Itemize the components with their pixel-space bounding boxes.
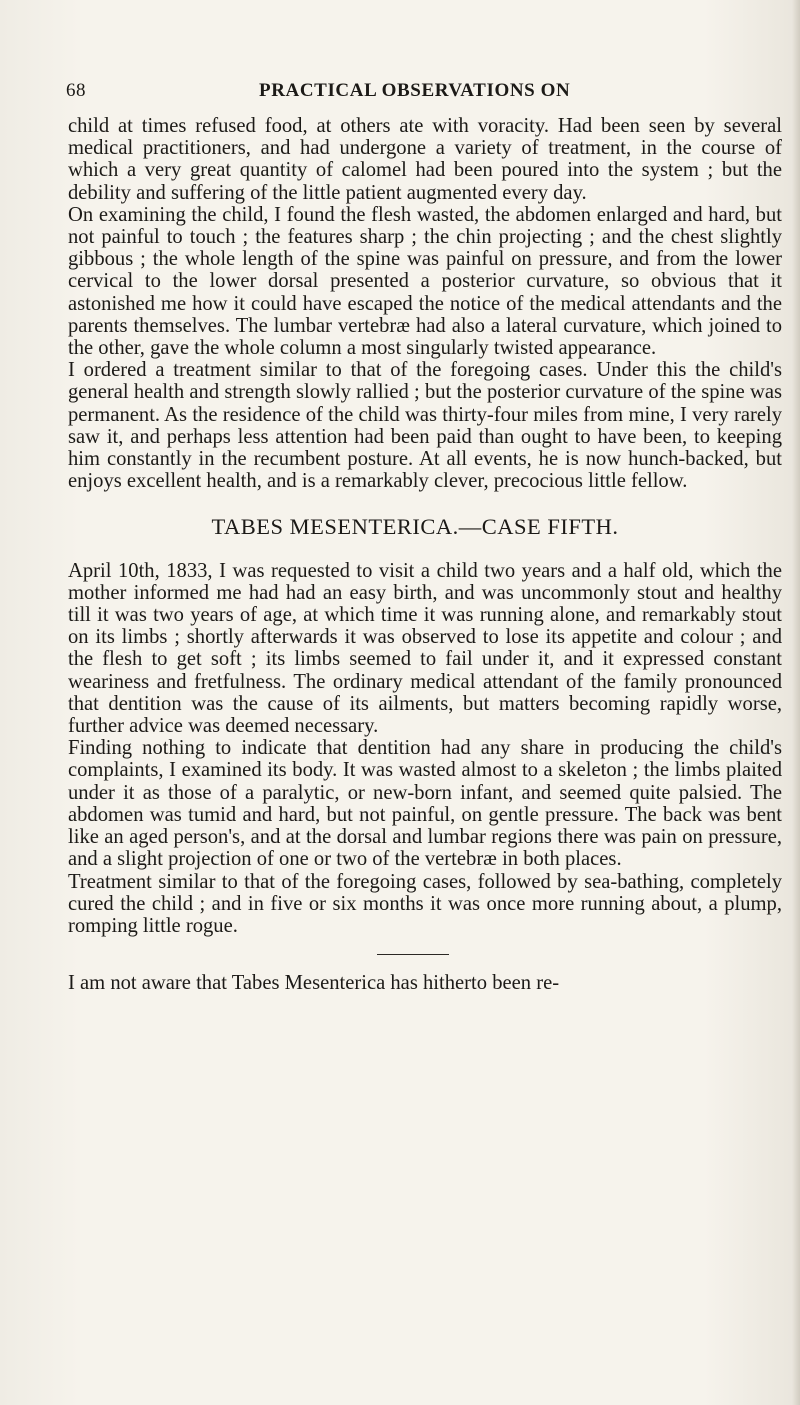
paragraph-1: child at times refused food, at others ate with voracity. Had been seen by several medical practitioners, and had undergone a variety of treatment, in the course of which a very great quantity of calomel had been poured into the system ; but the debility and suffering of the little patient augmented every day.: [68, 115, 782, 204]
paragraph-5: Finding nothing to indicate that dentition had any share in producing the child's complaints, I examined its body. It was wasted almost to a skeleton ; the limbs plaited under it as those of a paralytic, or new-born infant, and seemed quite palsied. The abdomen was tumid and hard, but not painful, on gentle pressure. The back was bent like an aged person's, and at the dorsal and lumbar regions there was pain on pressure, and a slight projection of one or two of the vertebræ in both places.: [68, 737, 782, 871]
paragraph-2: On examining the child, I found the flesh wasted, the abdomen enlarged and hard, but not painful to touch ; the features sharp ; the chin projecting ; and the chest slightly gibbous ; the whole length of the spine was painful on pressure, and from the lower cervical to the lower dorsal presented a posterior curvature, so obvious that it astonished me how it could have escaped the notice of the medical attendants and the parents themselves. The lumbar vertebræ had also a lateral curvature, which joined to the other, gave the whole column a most singularly twisted appearance.: [68, 203, 782, 360]
paragraph-4: April 10th, 1833, I was requested to visit a child two years and a half old, which the mother informed me had had an easy birth, and was uncommonly stout and healthy till it was two years of age, at which time it was running alone, and remarkably stout on its limbs ; shortly afterwards it was observed to lose its appetite and colour ; and the flesh to get soft ; its limbs seemed to fail under it, and it expressed constant weariness and fretfulness. The ordinary medical attendant of the family pronounced that dentition was the cause of its ailments, but matters becoming rapidly worse, further advice was deemed necessary.: [68, 559, 782, 738]
paragraph-6: Treatment similar to that of the foregoing cases, followed by sea-bathing, completely cured the child ; and in five or six months it was once more running about, a plump, romping little rogue.: [68, 870, 782, 937]
body-text: [68, 115, 782, 994]
page-number: 68: [66, 80, 86, 101]
running-head: PRACTICAL OBSERVATIONS ON: [259, 80, 571, 101]
scan-edge-shadow: [792, 0, 800, 1405]
page-header: [66, 80, 782, 104]
section-divider-rule: [377, 954, 449, 955]
section-heading: TABES MESENTERICA.—CASE FIFTH.: [211, 514, 619, 540]
paragraph-3: I ordered a treatment similar to that of the foregoing cases. Under this the child's general health and strength slowly rallied ; but the posterior curvature of the spine was permanent. As the residence of the child was thirty-four miles from mine, I very rarely saw it, and perhaps less attention had been paid than ought to have been, to keeping him constantly in the recumbent posture. At all events, he is now hunch-backed, but enjoys excellent health, and is a remarkably clever, precocious little fellow.: [68, 359, 782, 493]
closing-line: I am not aware that Tabes Mesenterica has hitherto been re-: [68, 972, 560, 995]
